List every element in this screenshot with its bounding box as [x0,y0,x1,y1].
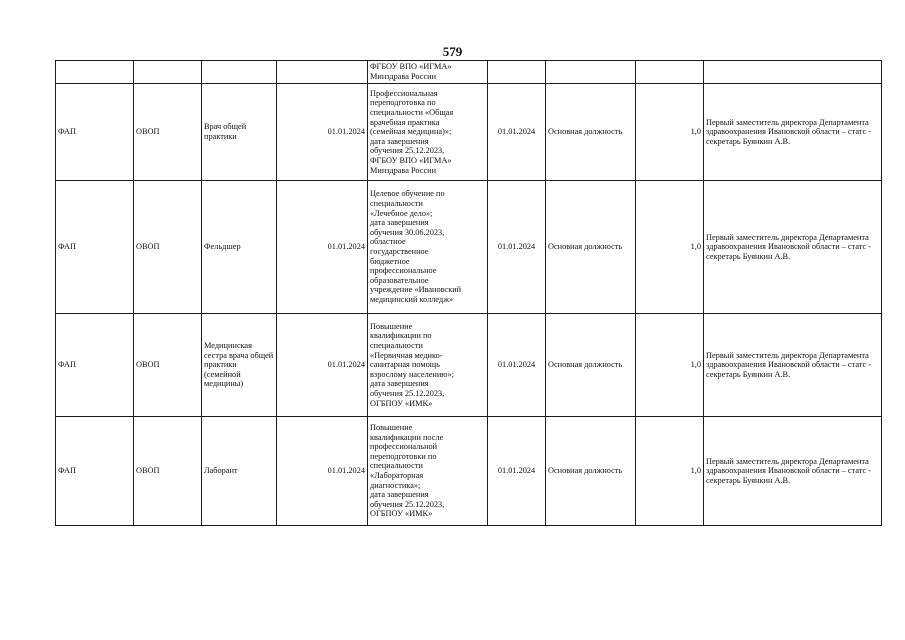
cell-signatory: Первый заместитель директора Департамента здравоохранения Ивановской области – статс - секретарь Буянкин А.В. [704,84,882,181]
qualification-line: санитарная помощь [370,360,440,370]
cell-position: Медицинская сестра врача общей практики (семейной медицины) [202,314,277,417]
qualification-line: специальности «Общая [370,108,454,118]
cell-date-2 [488,61,546,84]
qualification-line: ОГБПОУ «ИМК» [370,398,433,408]
qualification-line: «Лабораторная [370,471,424,480]
cell-unit: ОВОП [134,314,202,417]
qualification-line: обучения 25.12.2023, [370,146,445,156]
cell-type: ФАП [56,417,134,526]
cell-signatory: Первый заместитель директора Департамента здравоохранения Ивановской области – статс - секретарь Буянкин А.В. [704,314,882,417]
cell-position [202,61,277,84]
cell-type: ФАП [56,314,134,417]
qualification-line: профессиональное [370,266,437,276]
qualification-line: образовательное [370,275,429,285]
cell-rate: 1,0 [636,181,704,314]
table-row [56,61,882,84]
cell-position: Лаборант [202,417,277,526]
qualification-line: дата завершения [370,136,429,146]
staffing-table [55,60,882,526]
cell-date: 01.01.2024 [277,417,368,526]
qualification-line: врачебная практика [370,117,440,127]
qualification-line: переподготовка по [370,98,436,108]
qualification-line: ФГБОУ ВПО «ИГМА» [370,62,452,72]
table-row [56,181,882,314]
qualification-line: взрослому населению»; [370,369,454,379]
qualification-line: «Лечебное дело»; [370,208,433,218]
cell-rate: 1,0 [636,84,704,181]
cell-position: Фельдшер [202,181,277,314]
qualification-line: переподготовки по [370,451,437,461]
qualification-line: Целевое обучение по [370,189,445,199]
cell-unit: ОВОП [134,181,202,314]
qualification-line: дата завершения [370,218,429,228]
cell-date: 01.01.2024 [277,84,368,181]
cell-unit: ОВОП [134,417,202,526]
qualification-line: медицинский колледж» [370,294,454,304]
qualification-line: областное [370,237,406,247]
cell-signatory: Первый заместитель директора Департамента здравоохранения Ивановской области – статс - секретарь Буянкин А.В. [704,181,882,314]
qualification-line: Повышение [370,423,413,433]
qualification-line: диагностика»; [370,480,421,490]
cell-rate: 1,0 [636,417,704,526]
qualification-line: квалификации после [370,432,444,442]
page-number: 579 [442,44,463,59]
cell-date-2: 01.01.2024 [488,84,546,181]
qualification-line: специальности [370,199,423,209]
qualification-line: Повышение [370,321,413,331]
table-row [56,417,882,526]
cell-rate [636,61,704,84]
qualification-line: Минздрава России [370,72,437,81]
cell-kind: Основная должность [546,417,636,526]
cell-position: Врач общей практики [202,84,277,181]
cell-kind: Основная должность [546,84,636,181]
qualification-line: специальности [370,461,423,471]
qualification-line: обучения 25.12.2023, [370,499,445,509]
cell-type [56,61,134,84]
table-row [56,84,882,181]
cell-unit: ОВОП [134,84,202,181]
cell-date: 01.01.2024 [277,181,368,314]
cell-type: ФАП [56,181,134,314]
qualification-line: Профессиональная [370,88,438,98]
qualification-line: «Первичная медико- [370,350,443,360]
cell-qualification [368,84,488,181]
qualification-line: квалификации по [370,331,432,341]
cell-date: 01.01.2024 [277,314,368,417]
qualification-line: специальности [370,341,423,351]
qualification-line: ФГБОУ ВПО «ИГМА» [370,155,452,165]
cell-signatory [704,61,882,84]
qualification-line: обучения 25.12.2023, [370,388,445,398]
cell-date [277,61,368,84]
cell-kind: Основная должность [546,181,636,314]
qualification-line: обучения 30.06.2023, [370,227,445,237]
qualification-line: дата завершения [370,490,429,500]
cell-date-2: 01.01.2024 [488,314,546,417]
cell-qualification [368,417,488,526]
table-row [56,314,882,417]
cell-type: ФАП [56,84,134,181]
cell-date-2: 01.01.2024 [488,181,546,314]
qualification-line: бюджетное [370,256,410,266]
cell-qualification [368,314,488,417]
qualification-line: государственное [370,247,429,256]
qualification-line: дата завершения [370,379,429,389]
cell-qualification [368,61,488,84]
qualification-line: ОГБПОУ «ИМК» [370,509,433,519]
cell-unit [134,61,202,84]
qualification-line: Минздрава России [370,165,437,175]
cell-kind: Основная должность [546,314,636,417]
qualification-line: учреждение «Ивановский [370,285,462,295]
qualification-line: (семейная медицина)»; [370,127,452,137]
cell-date-2: 01.01.2024 [488,417,546,526]
cell-signatory: Первый заместитель директора Департамента здравоохранения Ивановской области – статс - секретарь Буянкин А.В. [704,417,882,526]
cell-rate: 1,0 [636,314,704,417]
qualification-line: профессиональной [370,442,438,452]
cell-qualification [368,181,488,314]
cell-kind [546,61,636,84]
